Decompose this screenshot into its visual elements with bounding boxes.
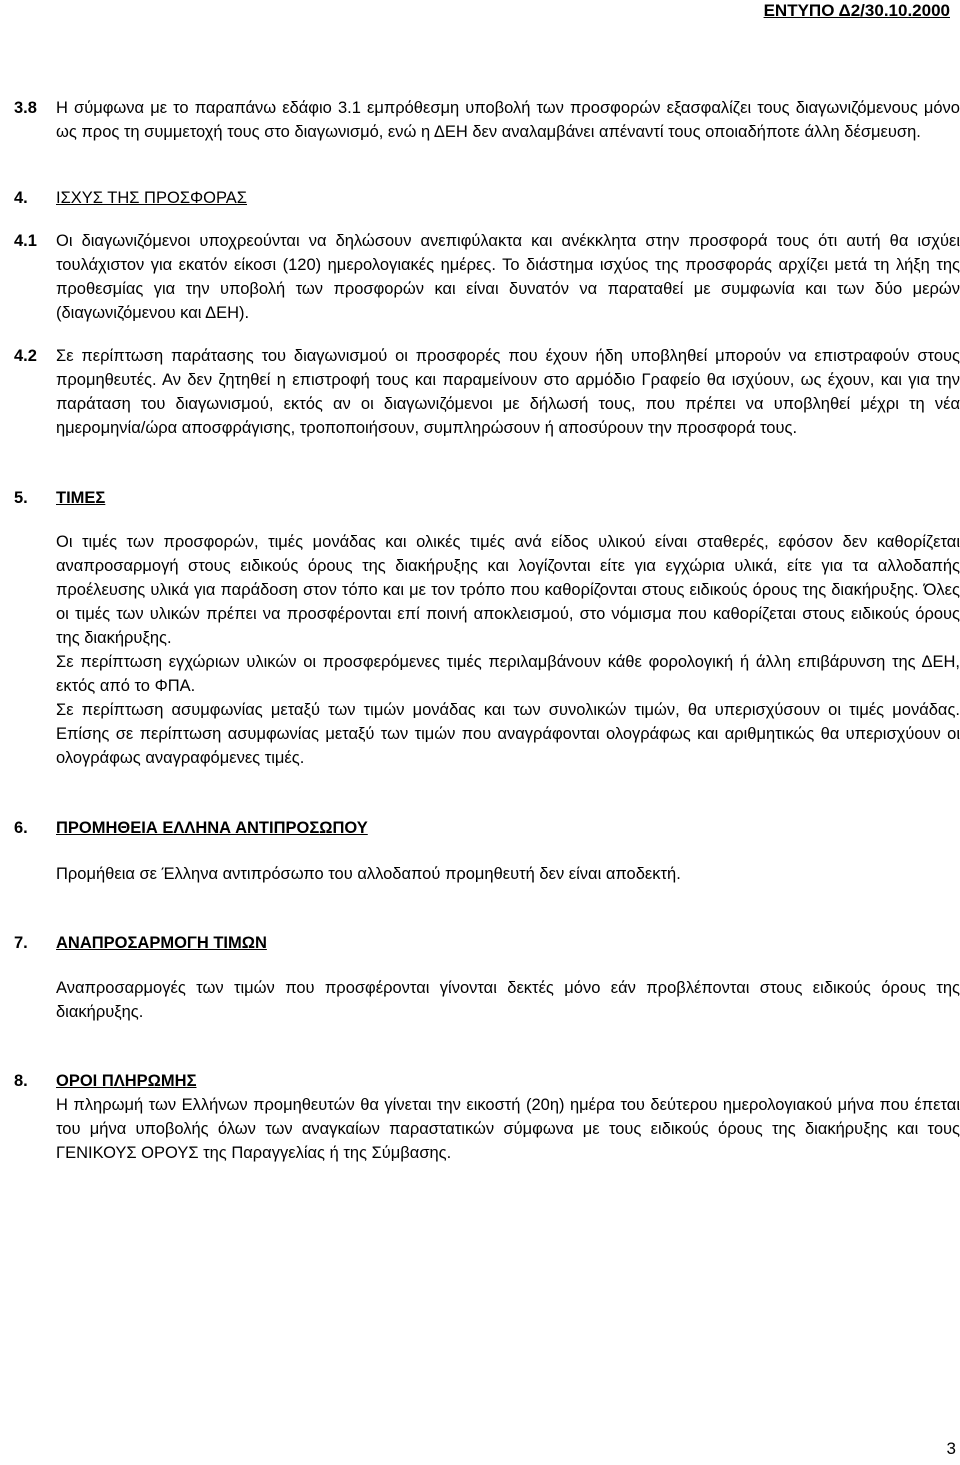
section-title: ΠΡΟΜΗΘΕΙΑ ΕΛΛΗΝΑ ΑΝΤΙΠΡΟΣΩΠΟΥ [56, 819, 368, 837]
page-number: 3 [946, 1439, 956, 1458]
document-body [14, 96, 960, 1165]
clause-4-1 [14, 229, 960, 325]
clause-text: Οι διαγωνιζόμενοι υποχρεούνται να δηλώσουν ανεπιφύλακτα και ανέκκλητα στην προσφορά τους ότι αυτή θα ισχύει τουλάχιστον για εκατόν είκοσι (120) ημερολογιακές ημέρες. Το διάστημα ισχύος της προσφοράς αρχίζει μετά τη λήξη της προθεσμίας για την υποβολή των προσφορών και είναι δυνατόν να παραταθεί με συμφωνία και των δύο μερών (διαγωνιζόμενου και ΔΕΗ). [56, 232, 960, 322]
section-7-heading [14, 931, 960, 955]
clause-text: Η σύμφωνα με το παραπάνω εδάφιο 3.1 εμπρόθεσμη υποβολή των προσφορών εξασφαλίζει τους διαγωνιζόμενους μόνο ως προς τη συμμετοχή τους στο διαγωνισμό, ενώ η ΔΕΗ δεν αναλαμβάνει απέναντί τους οποιαδήποτε άλλη δέσμευση. [56, 99, 960, 141]
section-number: 6. [14, 819, 28, 837]
section-number: 8. [14, 1072, 28, 1090]
section-8-body: Η πληρωμή των Ελλήνων προμηθευτών θα γίνεται την εικοστή (20η) ημέρα του δεύτερου ημερολογιακού μήνα που έπεται του μήνα υποβολής όλων των αναγκαίων παραστατικών σύμφωνα με τους ειδικούς όρους της διακήρυξης και τους ΓΕΝΙΚΟΥΣ ΟΡΟΥΣ της Παραγγελίας ή της Σύμβασης. [56, 1096, 960, 1162]
section-7-body: Αναπροσαρμογές των τιμών που προσφέρονται γίνονται δεκτές μόνο εάν προβλέπονται στους ειδικούς όρους της διακήρυξης. [56, 979, 960, 1021]
section-title: ΤΙΜΕΣ [56, 489, 106, 507]
section-title: ΟΡΟΙ ΠΛΗΡΩΜΗΣ [56, 1072, 197, 1090]
clause-number: 3.8 [14, 99, 37, 117]
section-5-heading [14, 486, 960, 510]
section-4-heading [14, 186, 960, 210]
clause-4-2 [14, 344, 960, 440]
section-6-heading [14, 816, 960, 840]
section-5-body [14, 530, 960, 770]
clause-3-8 [14, 96, 960, 144]
section-5-paragraph-3: Σε περίπτωση ασυμφωνίας μεταξύ των τιμών μονάδας και των συνολικών τιμών, θα υπερισχύσουν οι τιμές μονάδας. Επίσης σε περίπτωση ασυμφωνίας μεταξύ των τιμών που αναγράφονται ολογράφως και αριθμητικώς θα υπερισχύουν οι ολογράφως αναγραφόμενες τιμές. [56, 701, 960, 767]
section-number: 7. [14, 934, 28, 952]
clause-number: 4.2 [14, 347, 37, 365]
clause-number: 4.1 [14, 232, 37, 250]
section-number: 4. [14, 189, 28, 207]
section-title: ΙΣΧΥΣ ΤΗΣ ΠΡΟΣΦΟΡΑΣ [56, 189, 247, 207]
section-5-paragraph-2: Σε περίπτωση εγχώριων υλικών οι προσφερόμενες τιμές περιλαμβάνουν κάθε φορολογική ή άλλη επιβάρυνση της ΔΕΗ, εκτός από το ΦΠΑ. [56, 653, 960, 695]
section-6-body: Προμήθεια σε Έλληνα αντιπρόσωπο του αλλοδαπού προμηθευτή δεν είναι αποδεκτή. [56, 865, 681, 883]
clause-text: Σε περίπτωση παράτασης του διαγωνισμού οι προσφορές που έχουν ήδη υποβληθεί μπορούν να επιστραφούν στους προμηθευτές. Αν δεν ζητηθεί η επιστροφή τους και παραμείνουν στο αρμόδιο Γραφείο θα ισχύουν, ως έχουν, και για την παράταση του διαγωνισμού, εκτός αν οι διαγωνιζόμενοι με δήλωσή τους, που πρέπει να υποβληθεί μέχρι τη νέα ημερομηνία/ώρα αποσφράγισης, τροποποιήσουν, συμπληρώσουν ή αποσύρουν την προσφορά τους. [56, 347, 960, 437]
section-number: 5. [14, 489, 28, 507]
section-8-heading [14, 1069, 960, 1093]
section-title: ΑΝΑΠΡΟΣΑΡΜΟΓΗ ΤΙΜΩΝ [56, 934, 267, 952]
section-5-paragraph-1: Οι τιμές των προσφορών, τιμές μονάδας και ολικές τιμές ανά είδος υλικού είναι σταθερές, εφόσον δεν καθορίζεται αναπροσαρμογή στους ειδικούς όρους της διακήρυξης και λογίζονται είτε για εγχώρια υλικά, είτε για τα αλλοδαπής προέλευσης υλικά για παράδοση στον τόπο και με τον τρόπο που καθορίζονται στους ειδικούς όρους της διακήρυξης. Όλες οι τιμές των υλικών πρέπει να προσφέρονται επί ποινή αποκλεισμού, στο νόμισμα που καθορίζεται στους ειδικούς όρους της διακήρυξης. [56, 533, 960, 647]
form-code: ΕΝΤΥΠΟ Δ2/30.10.2000 [763, 1, 950, 20]
